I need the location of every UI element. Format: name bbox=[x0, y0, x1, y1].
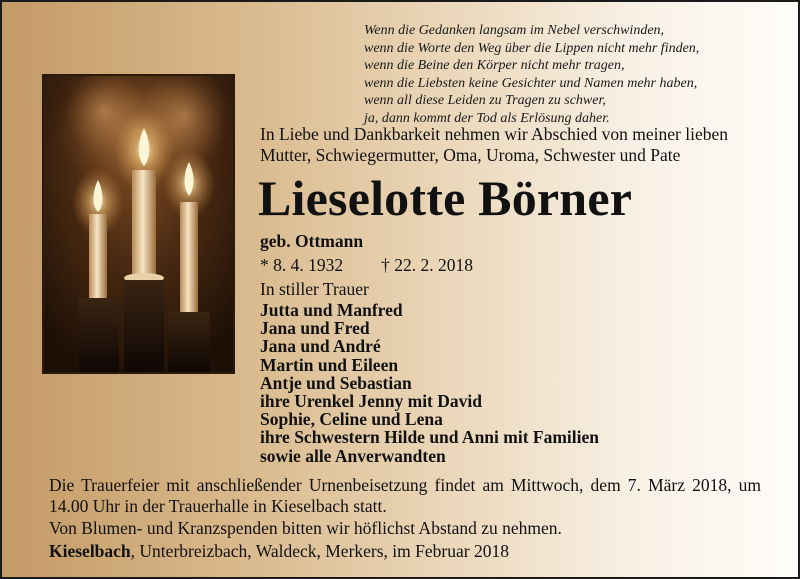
place-rest: , Unterbreizbach, Waldeck, Merkers, im Februar 2018 bbox=[130, 541, 509, 561]
funeral-info: Die Trauerfeier mit anschließender Urnenbeisetzung findet am Mittwoch, dem 7. März 2018, um 14.00 Uhr in der Trauerhalle in Kieselbach statt. bbox=[49, 475, 761, 516]
mourner-entry: ihre Urenkel Jenny mit David bbox=[260, 391, 482, 412]
left-candle bbox=[89, 214, 107, 300]
deceased-name: Lieselotte Börner bbox=[258, 170, 633, 226]
poem-line: wenn die Liebsten keine Gesichter und Namen mehr haben, bbox=[364, 75, 698, 91]
mourning-label: In stiller Trauer bbox=[260, 279, 369, 299]
flowers-note: Von Blumen- und Kranzspenden bitten wir höflichst Abstand zu nehmen. bbox=[49, 518, 562, 538]
mourners-list bbox=[260, 301, 599, 465]
birth-name: geb. Ottmann bbox=[260, 231, 364, 251]
intro-line: Mutter, Schwiegermutter, Oma, Uroma, Schwester und Pate bbox=[260, 145, 681, 165]
poem bbox=[364, 22, 794, 128]
place-town: Kieselbach bbox=[49, 541, 131, 561]
mourner-entry: Jana und Fred bbox=[260, 318, 370, 339]
mourner-entry: Jutta und Manfred bbox=[260, 300, 403, 320]
poem-line: wenn die Worte den Weg über die Lippen nicht mehr finden, bbox=[364, 40, 700, 56]
right-candle bbox=[180, 202, 198, 312]
candles-image bbox=[44, 76, 233, 372]
intro-text bbox=[260, 124, 780, 166]
place-and-date bbox=[49, 541, 509, 562]
poem-line: wenn die Beine den Körper nicht mehr tragen, bbox=[364, 58, 625, 74]
mourner-entry: Jana und André bbox=[260, 336, 381, 357]
poem-line: ja, dann kommt der Tod als Erlösung daher. bbox=[364, 110, 610, 126]
intro-line: In Liebe und Dankbarkeit nehmen wir Abschied von meiner lieben bbox=[260, 124, 728, 144]
birth-date: * 8. 4. 1932 bbox=[260, 255, 344, 275]
poem-line: Wenn die Gedanken langsam im Nebel verschwinden, bbox=[364, 23, 665, 38]
mourner-entry: Martin und Eileen bbox=[260, 354, 399, 375]
poem-line: wenn all diese Leiden zu Tragen zu schwer, bbox=[364, 93, 606, 109]
mourner-entry: sowie alle Anverwandten bbox=[260, 445, 446, 466]
mourner-entry: Antje und Sebastian bbox=[260, 372, 412, 393]
candles-photo bbox=[42, 74, 235, 374]
middle-candle bbox=[132, 170, 156, 278]
death-date: † 22. 2. 2018 bbox=[381, 255, 473, 275]
mourner-entry: ihre Schwestern Hilde und Anni mit Familien bbox=[260, 427, 600, 448]
life-dates bbox=[260, 255, 473, 276]
mourner-entry: Sophie, Celine und Lena bbox=[260, 409, 443, 430]
